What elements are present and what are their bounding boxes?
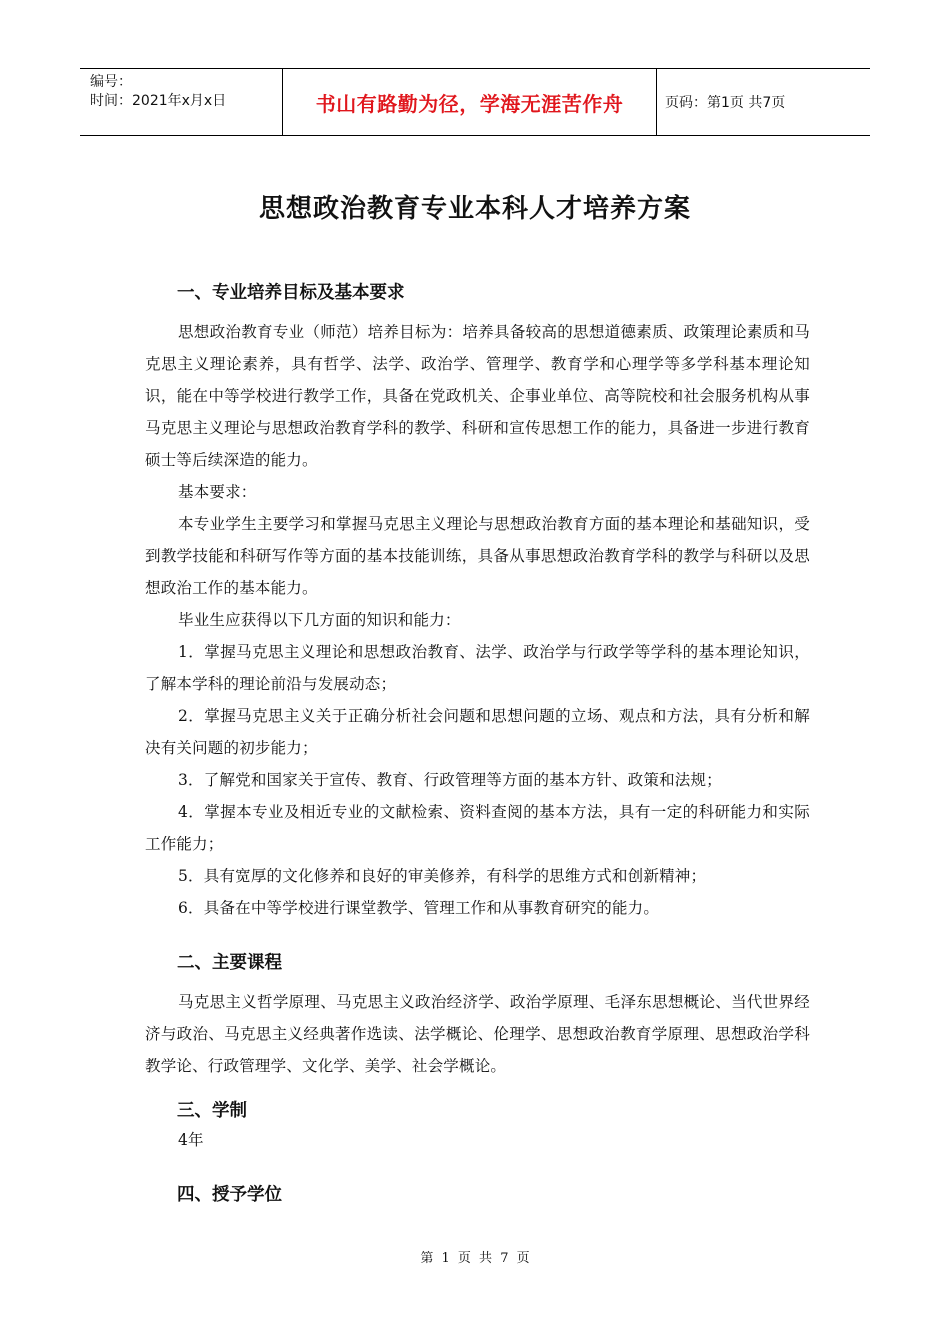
- list-item: 1．掌握马克思主义理论和思想政治教育、法学、政治学与行政学等学科的基本理论知识，了解本学科的理论前沿与发展动态；: [145, 643, 810, 693]
- header-page-info: 页码：第1页 共7页: [665, 95, 786, 111]
- paragraph: 毕业生应获得以下几方面的知识和能力：: [178, 611, 461, 629]
- list-item: 6．具备在中等学校进行课堂教学、管理工作和从事教育研究的能力。: [178, 899, 660, 917]
- document-title: 思想政治教育专业本科人才培养方案: [258, 194, 691, 224]
- section-main-courses: [145, 950, 810, 1082]
- section-heading: 二、主要课程: [177, 953, 282, 973]
- list-item: 4．掌握本专业及相近专业的文献检索、资料查阅的基本方法，具有一定的科研能力和实际工作能力；: [145, 803, 810, 853]
- section-heading: 三、学制: [177, 1101, 247, 1121]
- paragraph: 马克思主义哲学原理、马克思主义政治经济学、政治学原理、毛泽东思想概论、当代世界经济与政治、马克思主义经典著作选读、法学概论、伦理学、思想政治教育学原理、思想政治学科教学论、行政管理学、文化学、美学、社会学概论。: [145, 993, 810, 1075]
- section-heading: 四、授予学位: [177, 1185, 282, 1205]
- paragraph: 本专业学生主要学习和掌握马克思主义理论与思想政治教育方面的基本理论和基础知识，受到教学技能和科研写作等方面的基本技能训练，具备从事思想政治教育学科的教学与科研以及思想政治工作的基本能力。: [145, 515, 810, 597]
- paragraph: 思想政治教育专业（师范）培养目标为：培养具备较高的思想道德素质、政策理论素质和马克思主义理论素养，具有哲学、法学、政治学、管理学、教育学和心理学等多学科基本理论知识，能在中等学校进行教学工作，具备在党政机关、企事业单位、高等院校和社会服务机构从事马克思主义理论与思想政治教育学科的教学、科研和宣传思想工作的能力，具备进一步进行教育硕士等后续深造的能力。: [145, 323, 810, 469]
- list-item: 2．掌握马克思主义关于正确分析社会问题和思想问题的立场、观点和方法，具有分析和解决有关问题的初步能力；: [145, 707, 810, 757]
- document-number-label: 编号：: [90, 74, 132, 90]
- list-item: 3．了解党和国家关于宣传、教育、行政管理等方面的基本方针、政策和法规；: [178, 771, 722, 789]
- paragraph: 基本要求：: [178, 483, 257, 501]
- page-footer: 第 1 页 共 7 页: [420, 1251, 530, 1266]
- section-degree: [145, 1182, 810, 1208]
- paragraph: 4年: [178, 1131, 204, 1149]
- section-training-goals: [145, 280, 810, 924]
- header-table: [80, 68, 870, 136]
- header-motto: 书山有路勤为径，学海无涯苦作舟: [282, 69, 657, 135]
- document-time-label: 时间：2021年x月x日: [90, 93, 227, 109]
- section-duration: [145, 1098, 810, 1156]
- header-left-cell: [80, 69, 282, 135]
- list-item: 5．具有宽厚的文化修养和良好的审美修养，有科学的思维方式和创新精神；: [178, 867, 707, 885]
- section-heading: 一、专业培养目标及基本要求: [177, 283, 405, 303]
